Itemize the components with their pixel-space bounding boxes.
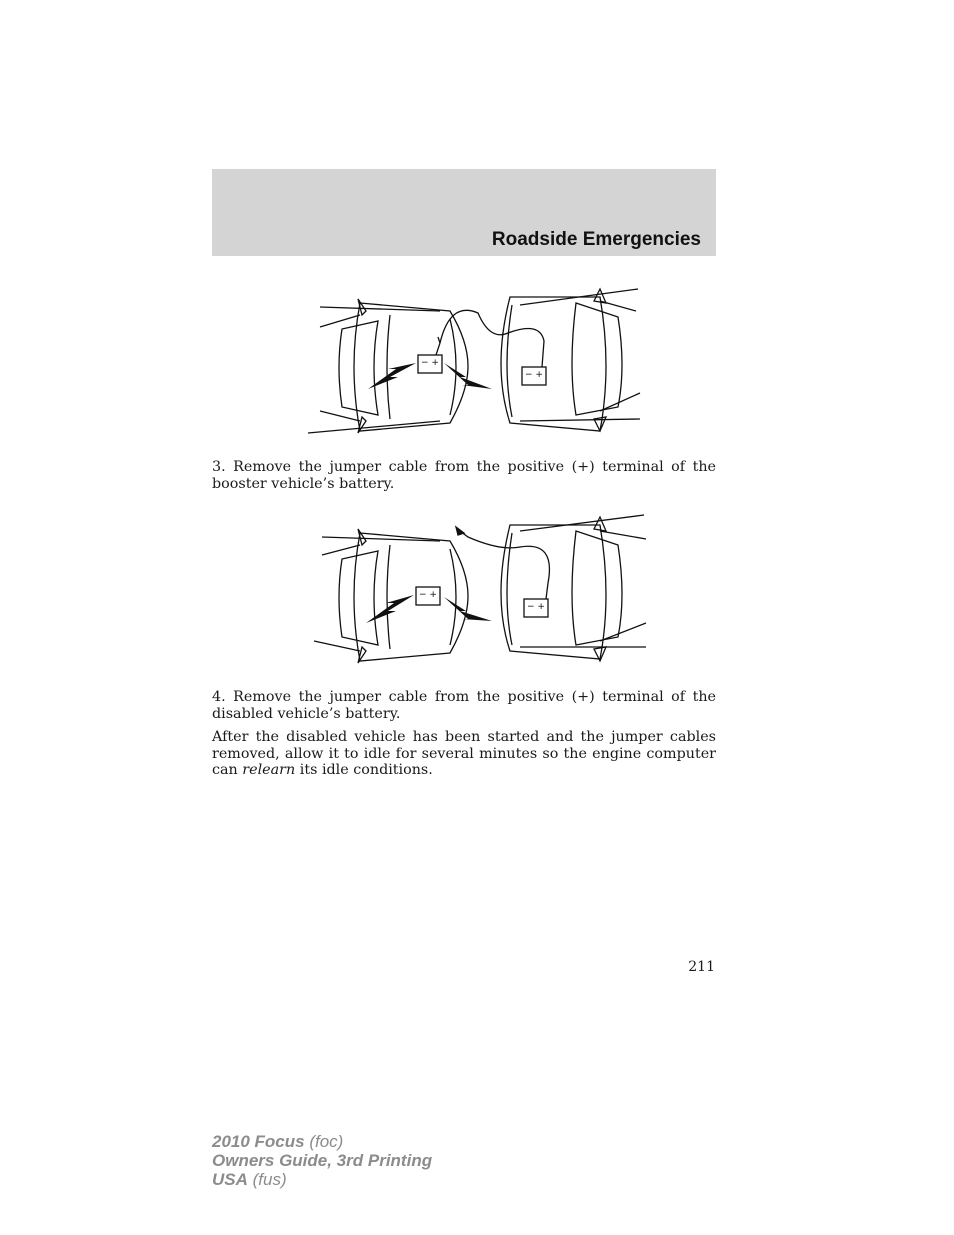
- after-start-text-2: its idle conditions.: [295, 762, 433, 778]
- booster-battery-label-2: − +: [527, 602, 545, 612]
- disabled-battery-label-2: − +: [419, 590, 437, 600]
- footer-market: USA: [212, 1170, 248, 1189]
- footer-model-code: (foc): [304, 1132, 344, 1151]
- step-3-text: 3. Remove the jumper cable from the positive (+) terminal of the booster vehicle’s battery.: [212, 459, 716, 492]
- footer-model: 2010 Focus: [212, 1132, 305, 1151]
- footer-guide: Owners Guide, 3rd Printing: [212, 1151, 433, 1170]
- relearn-emphasis: relearn: [242, 762, 296, 778]
- booster-battery-label: − +: [525, 370, 543, 380]
- jump-start-illustration-1: [300, 281, 650, 441]
- page-number: 211: [688, 959, 715, 975]
- footer-market-code: (fus): [247, 1170, 287, 1189]
- booster-vehicle-drawing-2: [501, 515, 646, 661]
- after-start-paragraph: [212, 729, 716, 779]
- document-footer: [212, 1132, 432, 1189]
- jump-start-illustration-2: [300, 511, 650, 671]
- disabled-vehicle-drawing: [308, 299, 468, 433]
- disabled-battery-label: − +: [421, 358, 439, 368]
- section-title: Roadside Emergencies: [491, 229, 701, 250]
- section-header-band: [212, 169, 716, 256]
- after-start-text-1: After the disabled vehicle has been started and the jumper cables removed, allow it to idle for several minutes so the engine computer can: [212, 729, 716, 778]
- booster-vehicle-drawing: [501, 289, 640, 431]
- disabled-vehicle-drawing-2: [314, 529, 468, 663]
- step-4-text: 4. Remove the jumper cable from the positive (+) terminal of the disabled vehicle’s battery.: [212, 689, 716, 722]
